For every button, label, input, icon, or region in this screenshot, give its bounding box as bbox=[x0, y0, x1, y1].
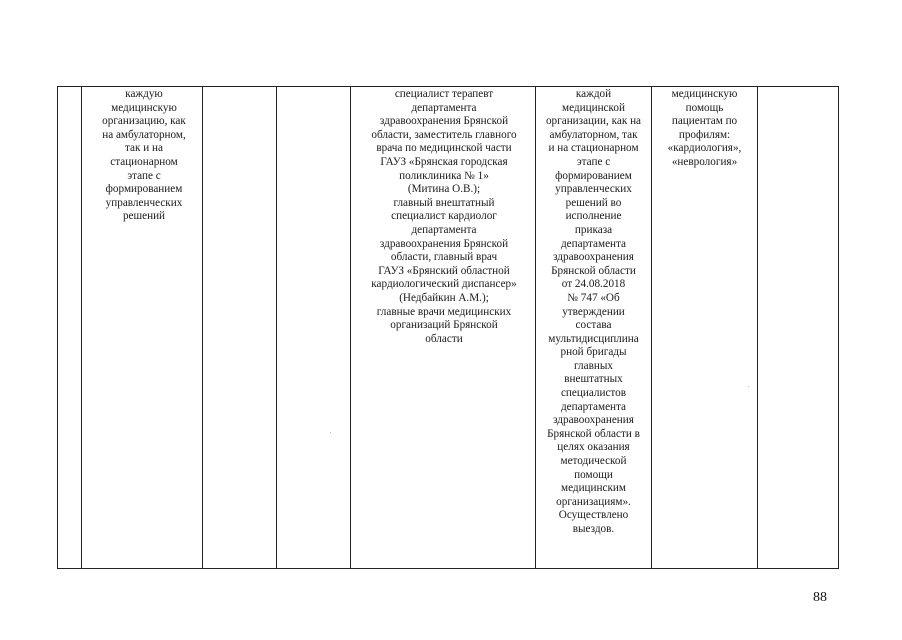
table-cell-responsible: специалист терапевт департамента здравоохранения Брянской области, заместитель главного врача по медицинской части ГАУЗ «Брянская городская поликлиника № 1» (Митина О.В.); главный внештатный специалист кардиолог департамента здравоохранения Брянской области, главный врач ГАУЗ «Брянский областной кардиологический диспансер» (Недбайкин А.М.); главные врачи медицинских организаций Брянской области bbox=[371, 88, 517, 345]
table bbox=[57, 86, 839, 569]
page-number: 88 bbox=[813, 590, 827, 605]
table-cell-scope: каждую медицинскую организацию, как на амбулаторном, так и на стационарном этапе с формированием управленческих решений bbox=[102, 88, 186, 223]
scan-speck bbox=[330, 432, 331, 433]
table-cell-profiles: медицинскую помощь пациентам по профилям: «кардиология», «неврология» bbox=[667, 88, 742, 168]
column-divider bbox=[757, 87, 758, 568]
column-divider bbox=[276, 87, 277, 568]
scan-speck bbox=[748, 386, 749, 387]
column-divider bbox=[81, 87, 82, 568]
table-border-right bbox=[838, 87, 839, 568]
table-border-left bbox=[57, 87, 58, 568]
table-cell-result: каждой медицинской организации, как на амбулаторном, так и на стационарном этапе с формированием управленческих решений во исполнение приказа департамента здравоохранения Брянской области от 24.08.2018 № 747 «Об утверждении состава мультидисциплина рной бригады главных внештатных специалистов департамента здравоохранения Брянской области в целях оказания методической помощи медицинским организациям». Осуществлено выездов. bbox=[545, 88, 642, 535]
